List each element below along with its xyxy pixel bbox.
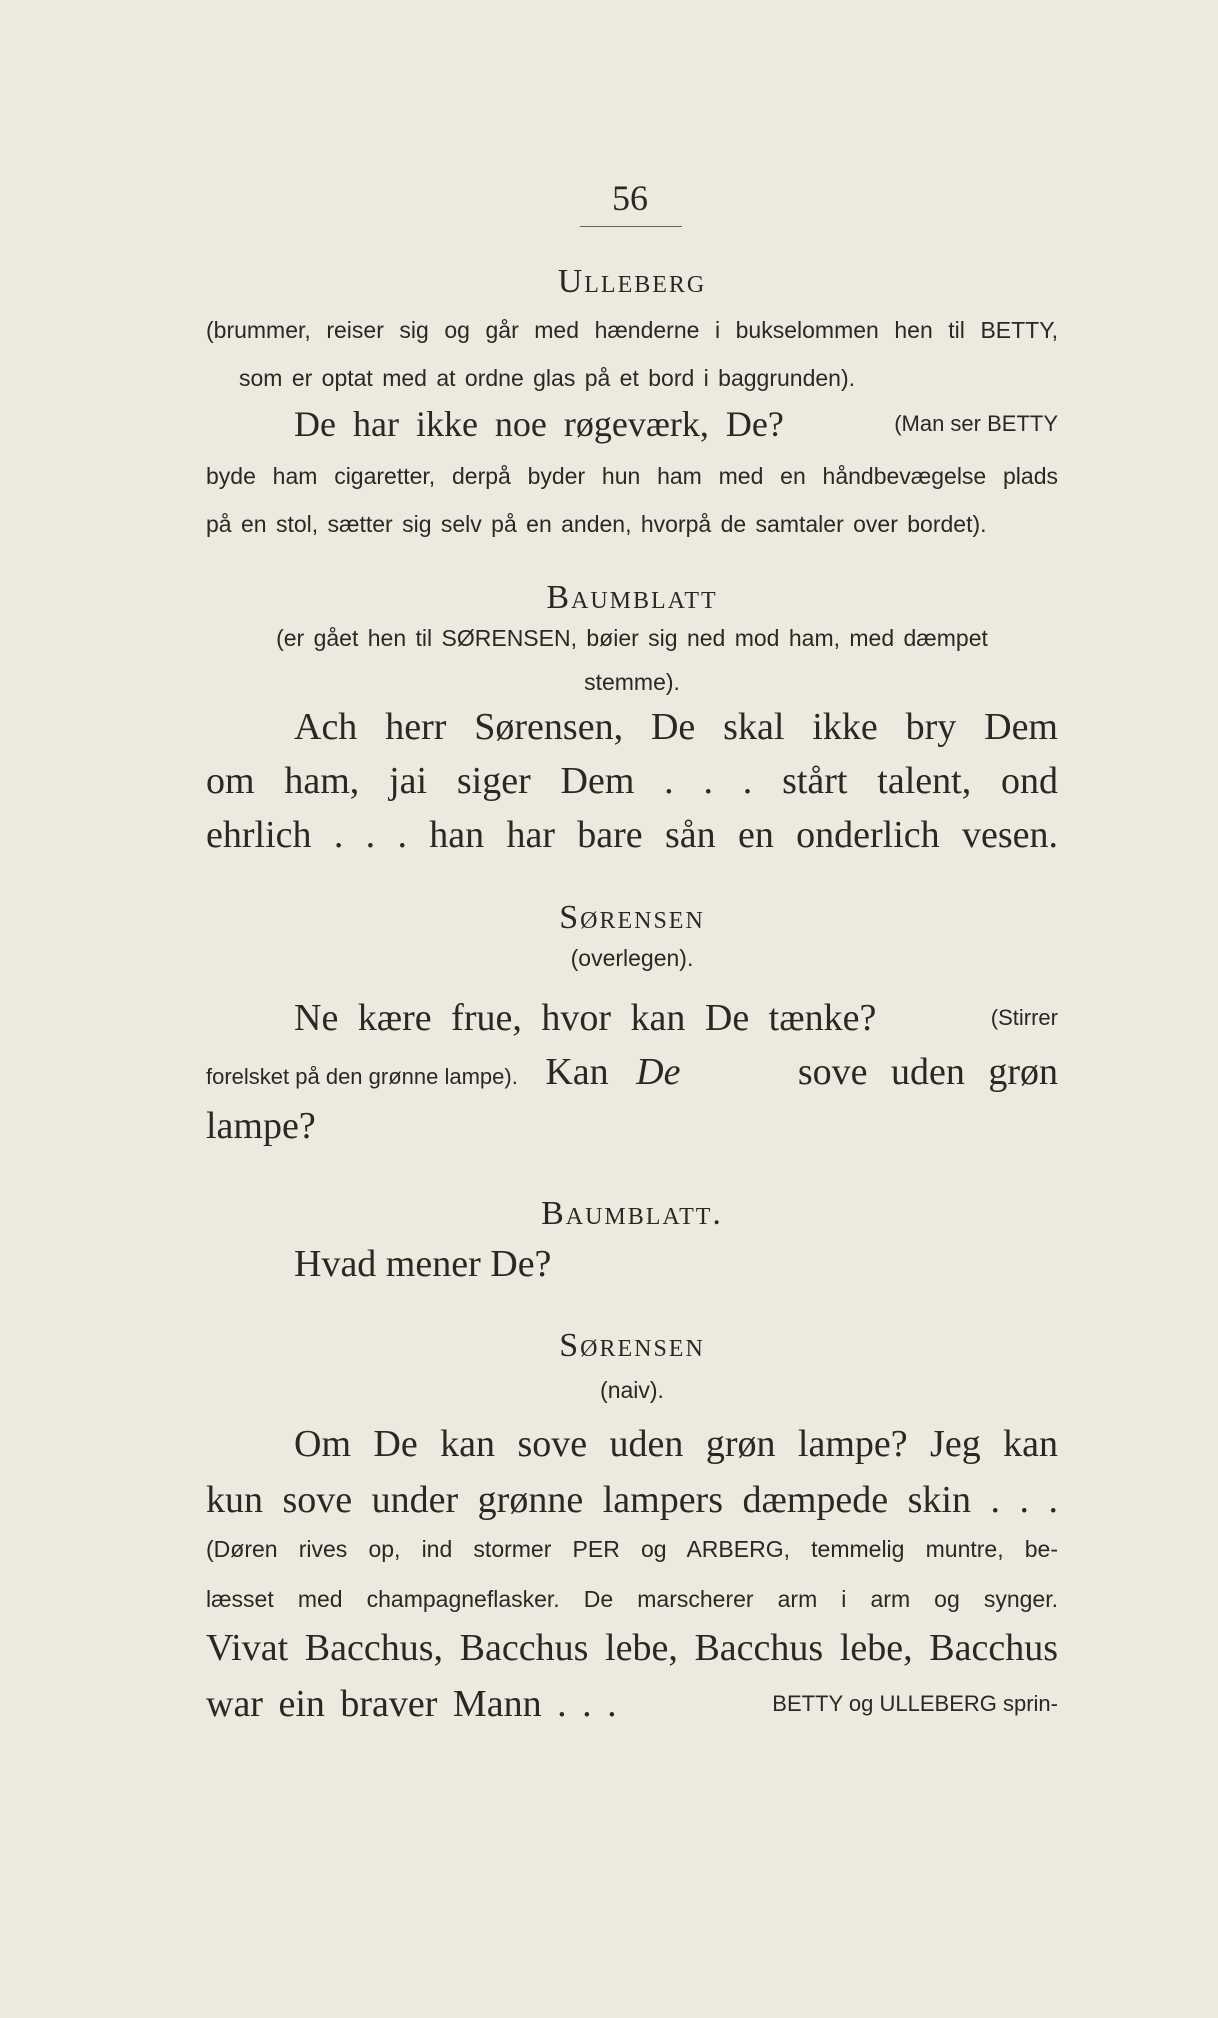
speech-word: sove uden grøn — [797, 1051, 1058, 1093]
stage-direction-line: (Døren rives op, ind stormer PER og ARBERG, temmelig muntre, be- — [206, 1536, 1058, 1562]
stage-direction-sorensen-3 — [206, 1524, 1058, 1624]
speech-ulleberg — [206, 396, 1058, 452]
speech-baumblatt-2: Hvad mener De? — [294, 1243, 552, 1285]
stage-direction-line: som er optat med at ordne glas på et bord i baggrunden). — [238, 365, 856, 391]
speech-line: Ne kære frue, hvor kan De tænke? — [294, 997, 877, 1039]
stage-direction-sorensen-2: (naiv). — [600, 1377, 664, 1403]
stage-direction-line: læsset med champagneflasker. De marscherer arm i arm og synger. — [206, 1586, 1058, 1612]
stage-direction-line: stemme). — [584, 669, 680, 695]
song-line: Vivat Bacchus, Bacchus lebe, Bacchus lebe, Bacchus — [206, 1627, 1058, 1669]
speech-sorensen-c: lampe? — [206, 1105, 316, 1147]
speech-word-emphasis: De — [636, 1051, 681, 1093]
stage-direction-line: på en stol, sætter sig selv på en anden, hvorpå de samtaler over bordet). — [206, 511, 987, 537]
stage-direction-inline: (Stirrer — [990, 1005, 1058, 1030]
stage-direction-sorensen: (overlegen). — [570, 945, 694, 971]
speech-line: ehrlich . . . han har bare sån en onderlich vesen. — [206, 814, 1058, 856]
speaker-sorensen-2: Sørensen — [559, 1327, 705, 1364]
stage-direction-inline: BETTY og ULLEBERG sprin- — [772, 1691, 1058, 1716]
stage-direction-ulleberg — [206, 306, 1058, 402]
speech-sorensen-b — [206, 1044, 1058, 1105]
speech-sorensen-2 — [206, 1416, 1058, 1528]
speech-word: Kan — [545, 1051, 609, 1093]
speaker-sorensen: Sørensen — [559, 899, 705, 936]
stage-direction-baumblatt — [206, 616, 1058, 704]
speech-line: om ham, jai siger Dem . . . stårt talent, ond — [206, 760, 1058, 802]
stage-direction-inline: (Man ser BETTY — [894, 411, 1058, 436]
speaker-baumblatt: Baumblatt — [546, 579, 718, 616]
stage-direction-inline: forelsket på den grønne lampe). — [206, 1064, 518, 1089]
stage-direction-ulleberg-2 — [206, 452, 1058, 548]
song-line: war ein braver Mann . . . — [206, 1683, 617, 1725]
speech-line: Ach herr Sørensen, De skal ikke bry Dem — [294, 706, 1058, 748]
stage-direction-line: (er gået hen til SØRENSEN, bøier sig ned mod ham, med dæmpet — [276, 625, 988, 651]
speaker-baumblatt-2: Baumblatt. — [541, 1195, 723, 1232]
speech-sorensen-a — [206, 990, 1058, 1046]
speech-baumblatt — [206, 700, 1058, 862]
stage-direction-line: byde ham cigaretter, derpå byder hun ham med en håndbevægelse plads — [206, 463, 1058, 489]
speaker-ulleberg: Ulleberg — [557, 263, 707, 300]
speech-line: De har ikke noe røgeværk, De? — [294, 404, 784, 444]
page-number: 56 — [612, 178, 648, 218]
speech-line: Om De kan sove uden grøn lampe? Jeg kan — [294, 1423, 1058, 1465]
page-number-rule — [580, 226, 682, 227]
speech-line: kun sove under grønne lampers dæmpede skin . . . — [206, 1479, 1058, 1521]
stage-direction-line: (brummer, reiser sig og går med hænderne i bukselommen hen til BETTY, — [206, 317, 1058, 343]
song — [206, 1620, 1058, 1732]
